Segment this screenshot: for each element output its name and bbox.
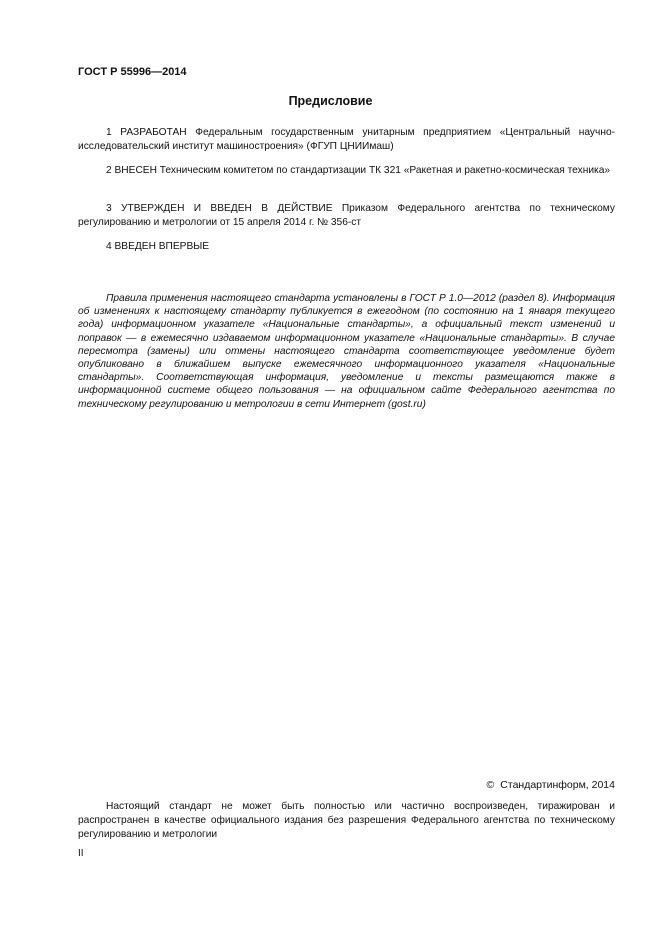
copyright-line [78, 779, 615, 791]
preface-item-1: 1 РАЗРАБОТАН Федеральным государственным унитарным предприятием «Центральный научно-исследовательский институт машиностроения» (ФГУП ЦНИИмаш) [78, 127, 615, 152]
page-number: II [78, 848, 84, 859]
preface-item-3: 3 УТВЕРЖДЕН И ВВЕДЕН В ДЕЙСТВИЕ Приказом Федерального агентства по техническому регулированию и метрологии от 15 апреля 2014 г. № 356-ст [78, 203, 615, 228]
preface-item-4: 4 ВВЕДЕН ВПЕРВЫЕ [106, 241, 210, 252]
copyright-symbol: © [486, 779, 495, 791]
preface-item-2: 2 ВНЕСЕН Техническим комитетом по стандартизации ТК 321 «Ракетная и ракетно-космическая техника» [106, 165, 611, 176]
application-note: Правила применения настоящего стандарта установлены в ГОСТ Р 1.0—2012 (раздел 8). Информация об изменениях к настоящему стандарту публикуется в ежегодном (по состоянию на 1 января текущего года) информационном указателе «Национальные стандарты», а официальный текст изменений и поправок — в ежемесячно издаваемом информационном указателе «Национальные стандарты». В случае пересмотра (замены) или отмены настоящего стандарта соответствующее уведомление будет опубликовано в ближайшем выпуске ежемесячного информационного указателя «Национальные стандарты». Соответствующая информация, уведомление и тексты размещаются также в информационной системе общего пользования — на официальном сайте Федерального агентства по техническому регулированию и метрологии в сети Интернет (gost.ru) [78, 293, 615, 410]
document-header: ГОСТ Р 55996—2014 [78, 66, 187, 78]
copyright-text: Стандартинформ, 2014 [500, 779, 615, 791]
reproduction-notice: Настоящий стандарт не может быть полностью или частично воспроизведен, тиражирован и распространен в качестве официального издания без разрешения Федерального агентства по техническому регулированию и метрологии [78, 801, 615, 840]
section-title: Предисловие [288, 94, 373, 108]
